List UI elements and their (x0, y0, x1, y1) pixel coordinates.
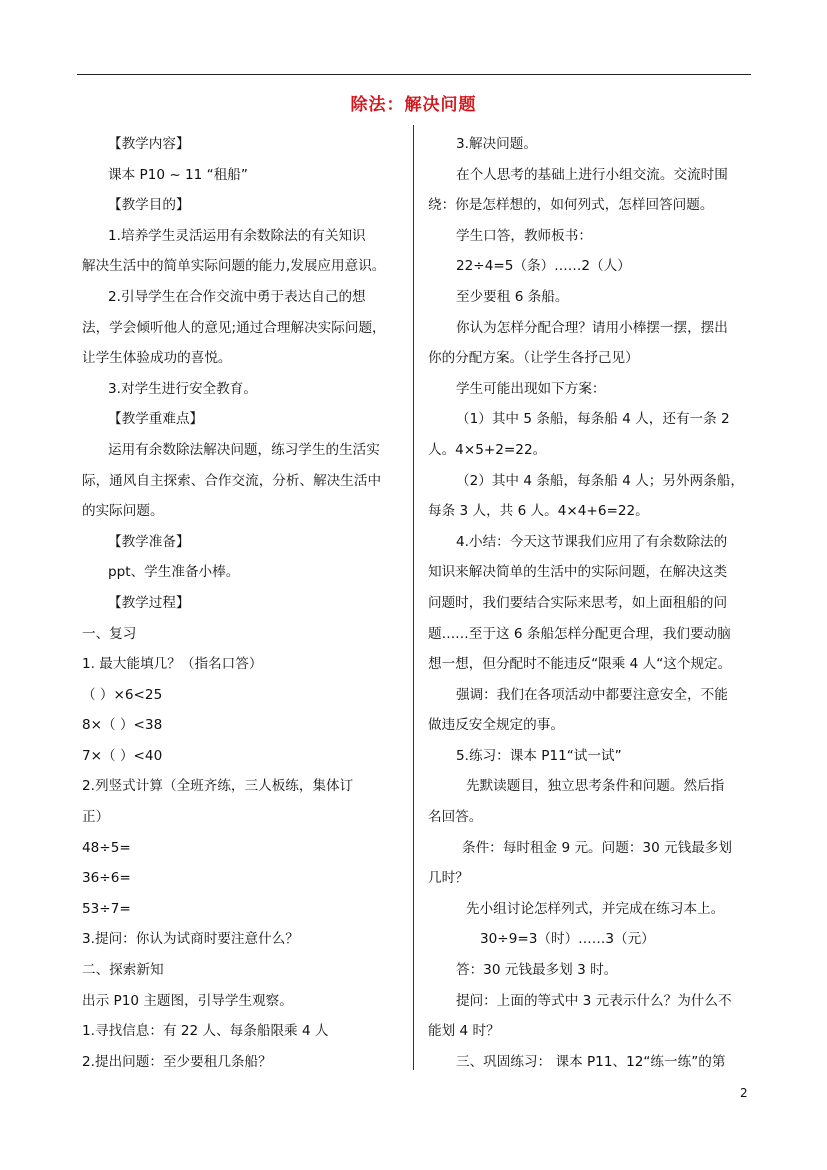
page-title: 除法：解决问题 (350, 95, 477, 115)
text-line: 绕：你是怎样想的，如何列式，怎样回答问题。 (428, 197, 714, 214)
text-line: 题……至于这 6 条船怎样分配更合理，我们要动脑 (428, 625, 731, 642)
text-line: 提问：上面的等式中 3 元表示什么？为什么不 (456, 992, 732, 1009)
text-line: 【教学过程】 (108, 594, 190, 611)
text-line: 30÷9=3（时）……3（元） (480, 931, 655, 948)
text-line: （ ）×6<25 (82, 686, 163, 703)
text-line: 1. 最大能填几？（指名口答） (82, 656, 263, 673)
text-line: 3.解决问题。 (456, 136, 537, 152)
text-line: 8×（ ）<38 (82, 717, 163, 734)
text-line: （2）其中 4 条船，每条船 4 人；另外两条船， (456, 472, 744, 489)
right-column (428, 129, 750, 1077)
text-line: 2.提出问题：至少要租几条船？ (82, 1053, 272, 1070)
text-line: 53÷7= (82, 900, 131, 917)
text-line: 先小组讨论怎样列式，并完成在练习本上。 (466, 900, 725, 917)
text-line: 正） (82, 809, 110, 826)
text-line: 5.练习：课本 P11“试一试” (456, 747, 622, 764)
text-line: 【教学内容】 (108, 136, 190, 152)
text-line: 强调：我们在各项活动中都要注意安全，不能 (456, 686, 728, 703)
page-number: 2 (740, 1086, 748, 1100)
text-line: 36÷6= (82, 870, 131, 887)
text-line: 【教学重难点】 (108, 411, 204, 428)
text-line: 4.小结：今天这节课我们应用了有余数除法的 (456, 533, 728, 550)
text-line: 条件：每时租金 9 元。问题：30 元钱最多划 (462, 839, 733, 856)
text-line: 【教学目的】 (108, 197, 190, 214)
text-line: 至少要租 6 条船。 (456, 288, 569, 305)
text-line: 学生可能出现如下方案： (456, 380, 606, 397)
text-line: 3.提问：你认为试商时要注意什么？ (82, 931, 299, 948)
text-line: 二、探索新知 (82, 962, 164, 979)
text-line: 学生口答，教师板书： (456, 227, 592, 244)
text-line: 1.寻找信息：有 22 人、每条船限乘 4 人 (82, 1023, 329, 1040)
text-line: ppt、学生准备小棒。 (108, 564, 240, 581)
text-line: 的实际问题。 (82, 503, 164, 520)
text-line: 让学生体验成功的喜悦。 (82, 350, 232, 367)
text-line: 人。4×5+2=22。 (428, 441, 547, 458)
text-line: 7×（ ）<40 (82, 747, 163, 764)
text-line: 能划 4 时？ (428, 1023, 500, 1040)
text-line: 几时？ (428, 870, 469, 887)
column-divider (413, 125, 414, 1070)
text-line: 课本 P10 ~ 11 “租船” (108, 166, 248, 183)
text-line: 法，学会倾听他人的意见;通过合理解决实际问题， (82, 319, 386, 336)
text-line: 想一想，但分配时不能违反“限乘 4 人“这个规定。 (428, 656, 732, 673)
text-line: 做违反安全规定的事。 (428, 717, 564, 734)
text-line: （1）其中 5 条船，每条船 4 人，还有一条 2 (456, 411, 730, 428)
left-column (82, 129, 404, 1077)
text-line: 1.培养学生灵活运用有余数除法的有关知识 (108, 227, 366, 244)
text-line: 你的分配方案。（让学生各抒己见） (428, 350, 639, 367)
text-line: 3.对学生进行安全教育。 (108, 380, 257, 397)
text-line: 在个人思考的基础上进行小组交流。交流时围 (456, 166, 728, 183)
text-line: 出示 P10 主题图，引导学生观察。 (82, 992, 293, 1009)
text-line: 每条 3 人，共 6 人。4×4+6=22。 (428, 503, 649, 520)
text-line: 2.列竖式计算（全班齐练，三人板练，集体订 (82, 778, 354, 795)
text-line: 48÷5= (82, 839, 131, 856)
text-line: 一、复习 (82, 625, 137, 642)
text-line: 名回答。 (428, 809, 483, 826)
text-line: 三、巩固练习： 课本 P11、12“练一练”的第 (456, 1053, 726, 1070)
text-line: 知识来解决简单的生活中的实际问题，在解决这类 (428, 564, 728, 581)
text-line: 你认为怎样分配合理？请用小棒摆一摆，摆出 (456, 319, 728, 336)
text-line: 先默读题目，独立思考条件和问题。然后指 (466, 778, 725, 795)
text-line: 【教学准备】 (108, 533, 190, 550)
text-line: 运用有余数除法解决问题，练习学生的生活实 (108, 441, 380, 458)
text-line: 2.引导学生在合作交流中勇于表达自己的想 (108, 288, 366, 305)
header-rule (77, 74, 751, 75)
text-line: 解决生活中的简单实际问题的能力,发展应用意识。 (82, 258, 386, 275)
text-line: 问题时，我们要结合实际来思考，如上面租船的问 (428, 594, 728, 611)
text-line: 际，通风自主探索、合作交流，分析、解决生活中 (82, 472, 382, 489)
text-line: 22÷4=5（条）……2（人） (456, 258, 631, 275)
text-line: 答：30 元钱最多划 3 时。 (456, 962, 618, 979)
